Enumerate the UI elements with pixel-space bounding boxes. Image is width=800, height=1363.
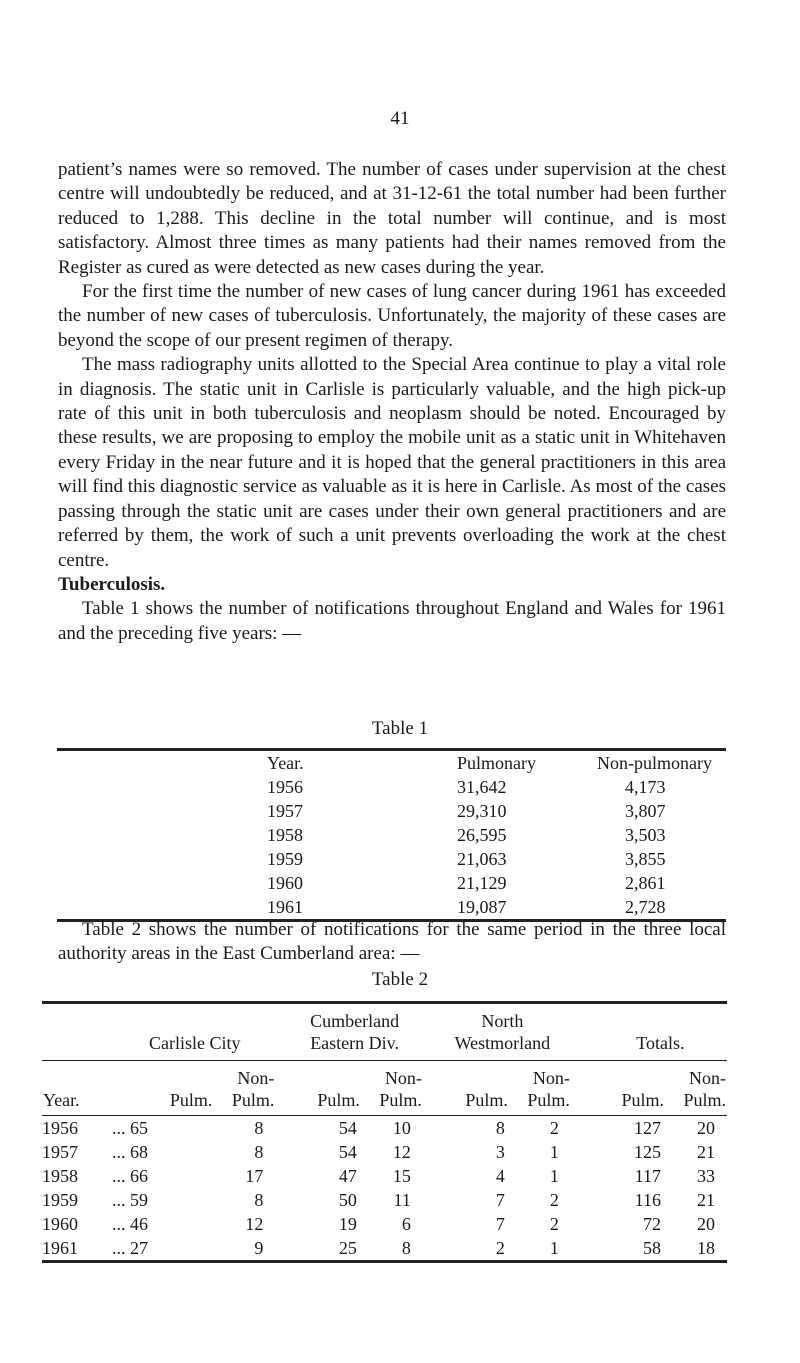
table2-body (42, 1116, 727, 1262)
table-cell: 7 (495, 1190, 505, 1210)
table-cell: 21 (697, 1190, 715, 1210)
table1-intro: Table 1 shows the number of notifications throughout England and Wales for 1961 and the preceding five years: — (58, 598, 726, 644)
paragraph-3: The mass radiography units allotted to the Special Area continue to play a vital role in diagnosis. The static unit in Carlisle is particularly valuable, and the high pick-up rate of this unit in both tuberculosis and neoplasm should be noted. Encouraged by these results, we are proposing to employ the mobile unit as a static unit in Whitehaven every Friday in the near future and it is hoped that the general practitioners in this area will find this diagnostic service as valuable as it is here in Carlisle. As most of the cases passing through the static unit are cases under their own general practitioners and are referred by them, the work of such a unit prevents overloading the work at the chest centre. (58, 354, 726, 571)
table-cell: 1960 (267, 873, 303, 893)
table-row (42, 1116, 727, 1141)
table2-subheader: Non- Pulm. (665, 1061, 727, 1116)
table-cell: 72 (643, 1214, 661, 1234)
table2-group-header: North Westmorland (454, 1011, 551, 1053)
table-cell: 3,807 (625, 801, 666, 821)
table1-header: Year. (267, 753, 304, 773)
table-cell: 19,087 (457, 897, 507, 917)
table2-intro-block (58, 918, 726, 967)
table2-subheader: Pulm. (275, 1061, 360, 1116)
table-cell: 1959 (267, 849, 303, 869)
table2-subheader: Non- Pulm. (509, 1061, 571, 1116)
table2-year-header: Year. (42, 1061, 104, 1116)
table-cell: 10 (392, 1118, 411, 1138)
table-cell: 2 (549, 1190, 559, 1210)
table-cell: 1958 (42, 1166, 78, 1186)
table-cell: 2 (549, 1214, 559, 1234)
table-cell: 7 (495, 1214, 505, 1234)
table-cell: 25 (338, 1238, 357, 1258)
table-cell: 18 (697, 1238, 715, 1258)
table-cell: 33 (697, 1166, 715, 1186)
table-cell: 117 (634, 1166, 661, 1186)
table-cell: 54 (338, 1142, 357, 1162)
table1 (57, 748, 726, 922)
table-cell: 2 (495, 1238, 505, 1258)
table-cell: 4 (495, 1166, 505, 1186)
table-cell: 1 (549, 1166, 559, 1186)
table2-group-header: Carlisle City (149, 1033, 241, 1053)
table-row (57, 823, 726, 847)
table-cell: 20 (697, 1214, 715, 1234)
table-cell: 29,310 (457, 801, 507, 821)
table-cell: 19 (338, 1214, 357, 1234)
body-text (58, 158, 726, 646)
table-cell: 1956 (267, 777, 303, 797)
table-cell: 3,503 (625, 825, 666, 845)
section-heading: Tuberculosis. (58, 573, 166, 595)
table-cell: 6 (401, 1214, 411, 1234)
table-cell: 9 (254, 1238, 264, 1258)
table-cell: ... 59 (112, 1190, 148, 1210)
table-cell: 3 (495, 1142, 505, 1162)
paragraph-1: patient’s names were so removed. The number of cases under supervision at the chest centre will undoubtedly be reduced, and at 31-12-61 the total number had been further reduced to 1,288. This decline in the total number will continue, and is most satisfactory. Almost three times as many patients had their names removed from the Register as cured as were detected as new cases during the year. (58, 159, 726, 278)
table-cell: 15 (392, 1166, 411, 1186)
table-cell: 1 (549, 1142, 559, 1162)
table-cell: 21,063 (457, 849, 507, 869)
page-number: 41 (390, 108, 410, 129)
table-cell: 11 (393, 1190, 411, 1210)
table-cell: 47 (338, 1166, 357, 1186)
table-cell: 1958 (267, 825, 303, 845)
table-cell: 2,728 (625, 897, 666, 917)
table-cell: 1959 (42, 1190, 78, 1210)
table-row (42, 1188, 727, 1212)
table2-subheader: Pulm. (423, 1061, 509, 1116)
table1-header-row (57, 750, 726, 776)
table-row (42, 1236, 727, 1262)
table-row (57, 847, 726, 871)
table-cell: 3,855 (625, 849, 666, 869)
table-row (42, 1140, 727, 1164)
table-cell: 2,861 (625, 873, 666, 893)
table-cell: 54 (338, 1118, 357, 1138)
table-cell: 8 (254, 1118, 264, 1138)
table-cell: 12 (245, 1214, 264, 1234)
table2-subheader: Non- Pulm. (213, 1061, 275, 1116)
table-cell: 127 (634, 1118, 661, 1138)
table-cell: 12 (392, 1142, 411, 1162)
table1-header: Non-pulmonary (597, 753, 712, 773)
table-cell: 2 (549, 1118, 559, 1138)
table-cell: 1 (549, 1238, 559, 1258)
table-cell: ... 66 (112, 1166, 148, 1186)
table-row (57, 895, 726, 921)
table2-subheader-row (42, 1061, 727, 1116)
table1-header: Pulmonary (457, 753, 536, 773)
table2-subheader: Non- Pulm. (361, 1061, 423, 1116)
table-cell: 1960 (42, 1214, 78, 1234)
table-cell: 1961 (42, 1238, 78, 1258)
paragraph-2: For the first time the number of new cases of lung cancer during 1961 has exceeded the number of new cases of tuberculosis. Unfortunately, the majority of these cases are beyond the scope of our present regimen of therapy. (58, 281, 726, 351)
table-cell: ... 46 (112, 1214, 148, 1234)
table-cell: 31,642 (457, 777, 507, 797)
table-cell: 20 (697, 1118, 715, 1138)
table-row (57, 799, 726, 823)
table2-subheader: Pulm. (571, 1061, 665, 1116)
table-cell: 4,173 (625, 777, 666, 797)
table-cell: 8 (254, 1142, 264, 1162)
table-cell: 17 (245, 1166, 264, 1186)
table-cell: ... 68 (112, 1142, 148, 1162)
table-row (42, 1212, 727, 1236)
table2-group-row (42, 1003, 727, 1061)
table2-caption: Table 2 (371, 969, 429, 990)
table2-group-header: Cumberland Eastern Div. (310, 1011, 400, 1053)
table2-subheader: Pulm. (104, 1061, 213, 1116)
table-cell: 8 (401, 1238, 411, 1258)
table2 (42, 1001, 727, 1263)
table2-intro: Table 2 shows the number of notifications for the same period in the three local authority areas in the East Cumberland area: — (58, 919, 726, 965)
table-cell: 1957 (267, 801, 303, 821)
table-cell: 8 (254, 1190, 264, 1210)
table-cell: ... 27 (112, 1238, 148, 1258)
table-cell: 1961 (267, 897, 303, 917)
table-cell: 8 (495, 1118, 505, 1138)
table1-caption: Table 1 (371, 718, 429, 739)
table-cell: 116 (634, 1190, 661, 1210)
table-cell: 1957 (42, 1142, 78, 1162)
table-cell: 58 (643, 1238, 661, 1258)
table-cell: 1956 (42, 1118, 78, 1138)
table-cell: 26,595 (457, 825, 507, 845)
table2-group-spacer (42, 1003, 104, 1061)
table-row (57, 871, 726, 895)
table-row (57, 775, 726, 799)
table-cell: 21 (697, 1142, 715, 1162)
table-cell: 21,129 (457, 873, 507, 893)
table-row (42, 1164, 727, 1188)
table-cell: 50 (338, 1190, 357, 1210)
table-cell: ... 65 (112, 1118, 148, 1138)
table-cell: 125 (634, 1142, 661, 1162)
table2-group-header: Totals. (636, 1033, 685, 1053)
